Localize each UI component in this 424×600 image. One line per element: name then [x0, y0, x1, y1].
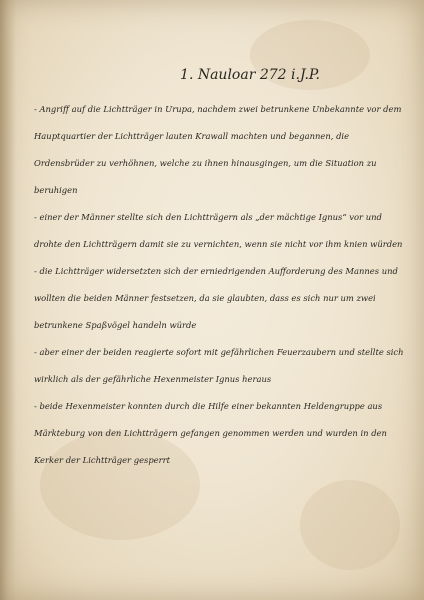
document-title: 1. Nauloar 272 i.J.P.: [180, 67, 320, 83]
entry-5: - beide Hexenmeister konnten durch die Hilfe einer bekannten Heldengruppe aus Märkteburg von den Lichtträgern gefangen genommen werden und wurden in den Kerker der Lichtträger gesperrt: [34, 401, 387, 465]
entry-3: - die Lichtträger widersetzten sich der erniedrigenden Aufforderung des Mannes und wollten die beiden Männer festsetzen, da sie glaubten, dass es sich nur um zwei betrunkene Spaßvögel handeln würde: [34, 266, 398, 330]
entry-1: - Angriff auf die Lichtträger in Urupa, nachdem zwei betrunkene Unbekannte vor dem Hauptquartier der Lichtträger lauten Krawall machten und begannen, die Ordensbrüder zu verhöhnen, welche zu ihnen hinausgingen, um die Situation zu beruhigen: [34, 104, 402, 195]
entry-2: - einer der Männer stellte sich den Lichtträgern als „der mächtige Ignus“ vor und drohte den Lichtträgern damit sie zu vernichten, wenn sie nicht vor ihm knien würden: [34, 212, 403, 249]
entry-4: - aber einer der beiden reagierte sofort mit gefährlichen Feuerzaubern und stellte sich wirklich als der gefährliche Hexenmeister Ignus heraus: [34, 347, 404, 384]
paper-stain: [300, 480, 400, 570]
document-body: [34, 66, 406, 474]
